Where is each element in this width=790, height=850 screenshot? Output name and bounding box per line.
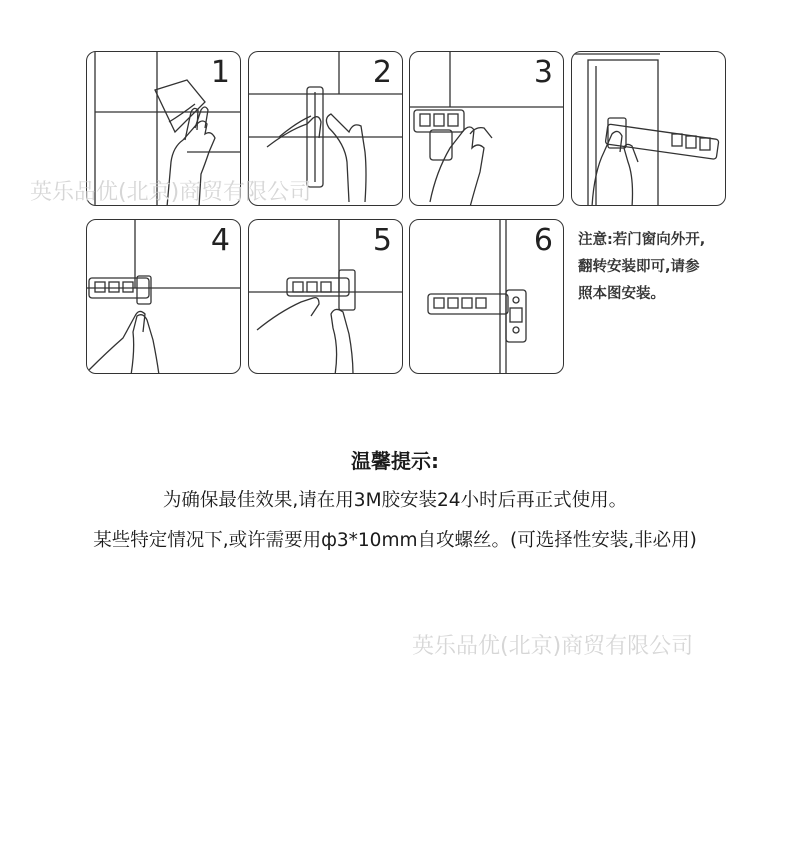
step-4-panel — [86, 219, 241, 374]
step-5-panel — [248, 219, 403, 374]
step-3b-illustration — [572, 52, 726, 206]
install-note — [578, 227, 768, 308]
tips-title: 温馨提示: — [351, 449, 439, 473]
note-line: 注意:若门窗向外开, — [578, 232, 706, 248]
watermark: 英乐品优(北京)商贸有限公司 — [412, 634, 694, 659]
step-3-panel — [409, 51, 564, 206]
step-3b-panel — [571, 51, 726, 206]
watermark: 英乐品优(北京)商贸有限公司 — [30, 180, 312, 205]
note-line: 照本图安装。 — [578, 286, 665, 302]
step-number: 5 — [372, 223, 392, 258]
tips-line-2: 某些特定情况下,或许需要用ф3*10mm自攻螺丝。(可选择性安装,非必用) — [93, 530, 697, 551]
step-number: 1 — [210, 55, 230, 90]
step-6-panel — [409, 219, 564, 374]
step-number: 4 — [210, 223, 230, 258]
tips-line-1: 为确保最佳效果,请在用3M胶安装24小时后再正式使用。 — [162, 490, 628, 511]
step-number: 6 — [533, 223, 553, 258]
step-number: 2 — [372, 55, 392, 90]
note-line: 翻转安装即可,请参 — [578, 259, 700, 275]
step-number: 3 — [533, 55, 553, 90]
